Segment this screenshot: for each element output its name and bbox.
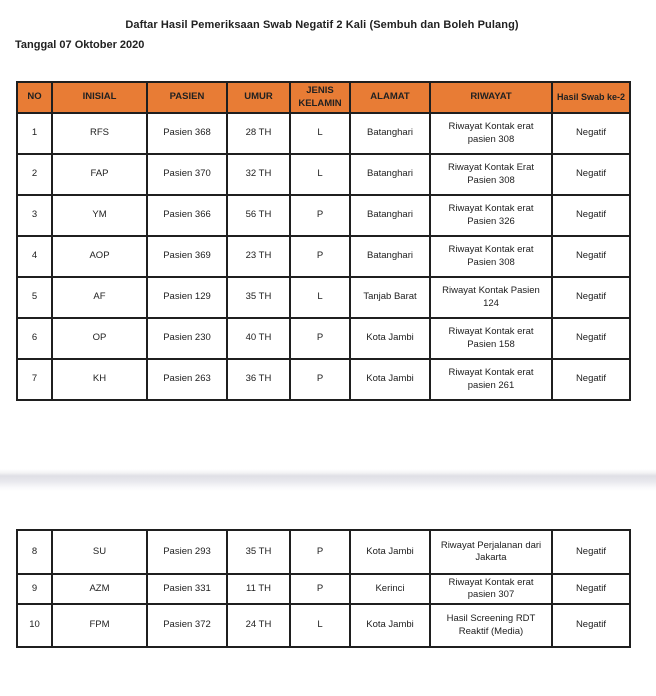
table-cell: Negatif bbox=[552, 530, 630, 574]
table-row bbox=[17, 574, 630, 604]
table-cell: Pasien 369 bbox=[147, 236, 227, 277]
table-cell: Batanghari bbox=[350, 195, 430, 236]
table-cell: Negatif bbox=[552, 604, 630, 647]
table-cell: Riwayat Kontak erat pasien 307 bbox=[430, 574, 552, 604]
table-cell: Negatif bbox=[552, 154, 630, 195]
table-cell: Negatif bbox=[552, 318, 630, 359]
table-cell: Riwayat Kontak erat pasien 308 bbox=[430, 113, 552, 154]
table-cell: Hasil Screening RDT Reaktif (Media) bbox=[430, 604, 552, 647]
table-cell: Negatif bbox=[552, 195, 630, 236]
table-cell: 28 TH bbox=[227, 113, 290, 154]
table-cell: 32 TH bbox=[227, 154, 290, 195]
table-cell: Batanghari bbox=[350, 154, 430, 195]
table-cell: Pasien 368 bbox=[147, 113, 227, 154]
table-cell: 35 TH bbox=[227, 277, 290, 318]
table-row bbox=[17, 604, 630, 647]
table-cell: P bbox=[290, 530, 350, 574]
table-cell: Negatif bbox=[552, 113, 630, 154]
table-cell: L bbox=[290, 277, 350, 318]
table-cell: AZM bbox=[52, 574, 147, 604]
table-cell: KH bbox=[52, 359, 147, 400]
table-cell: Kota Jambi bbox=[350, 318, 430, 359]
swab-results-table-page2 bbox=[16, 529, 631, 648]
table-cell: Batanghari bbox=[350, 113, 430, 154]
table-cell: L bbox=[290, 604, 350, 647]
table-cell: 24 TH bbox=[227, 604, 290, 647]
table-cell: Tanjab Barat bbox=[350, 277, 430, 318]
table-cell: Negatif bbox=[552, 236, 630, 277]
table-cell: Kota Jambi bbox=[350, 604, 430, 647]
table-cell: Pasien 370 bbox=[147, 154, 227, 195]
table-cell: 10 bbox=[17, 604, 52, 647]
table-cell: L bbox=[290, 154, 350, 195]
table-row bbox=[17, 318, 630, 359]
table-cell: 36 TH bbox=[227, 359, 290, 400]
column-header: RIWAYAT bbox=[430, 82, 552, 113]
column-header: JENIS KELAMIN bbox=[290, 82, 350, 113]
table-cell: P bbox=[290, 236, 350, 277]
table-cell: P bbox=[290, 359, 350, 400]
table-cell: RFS bbox=[52, 113, 147, 154]
table-cell: Negatif bbox=[552, 574, 630, 604]
table-cell: AOP bbox=[52, 236, 147, 277]
column-header: INISIAL bbox=[52, 82, 147, 113]
table-cell: 11 TH bbox=[227, 574, 290, 604]
table-cell: SU bbox=[52, 530, 147, 574]
table-cell: 5 bbox=[17, 277, 52, 318]
table-cell: 2 bbox=[17, 154, 52, 195]
column-header: ALAMAT bbox=[350, 82, 430, 113]
swab-results-table-page1 bbox=[16, 81, 631, 401]
table-cell: AF bbox=[52, 277, 147, 318]
table-cell: Pasien 331 bbox=[147, 574, 227, 604]
table-cell: Riwayat Perjalanan dari Jakarta bbox=[430, 530, 552, 574]
table-cell: Negatif bbox=[552, 359, 630, 400]
table-cell: 9 bbox=[17, 574, 52, 604]
document-title: Daftar Hasil Pemeriksaan Swab Negatif 2 Kali (Sembuh dan Boleh Pulang) bbox=[125, 19, 519, 31]
table-cell: OP bbox=[52, 318, 147, 359]
table-cell: L bbox=[290, 113, 350, 154]
table-cell: 6 bbox=[17, 318, 52, 359]
table-cell: Pasien 293 bbox=[147, 530, 227, 574]
table-cell: FPM bbox=[52, 604, 147, 647]
table-cell: Kota Jambi bbox=[350, 530, 430, 574]
table-header-row bbox=[17, 82, 630, 113]
table-cell: P bbox=[290, 195, 350, 236]
table-row bbox=[17, 113, 630, 154]
table-cell: 1 bbox=[17, 113, 52, 154]
table-cell: 35 TH bbox=[227, 530, 290, 574]
table-cell: Pasien 129 bbox=[147, 277, 227, 318]
table-cell: FAP bbox=[52, 154, 147, 195]
table-cell: YM bbox=[52, 195, 147, 236]
table-cell: 56 TH bbox=[227, 195, 290, 236]
table-cell: P bbox=[290, 318, 350, 359]
column-header: Hasil Swab ke-2 bbox=[552, 82, 630, 113]
table-cell: 7 bbox=[17, 359, 52, 400]
table-cell: Pasien 230 bbox=[147, 318, 227, 359]
table-cell: Riwayat Kontak erat Pasien 158 bbox=[430, 318, 552, 359]
table-cell: Riwayat Kontak erat Pasien 308 bbox=[430, 236, 552, 277]
table-row bbox=[17, 359, 630, 400]
table-cell: Batanghari bbox=[350, 236, 430, 277]
table-cell: Pasien 372 bbox=[147, 604, 227, 647]
column-header: UMUR bbox=[227, 82, 290, 113]
column-header: PASIEN bbox=[147, 82, 227, 113]
table-cell: 23 TH bbox=[227, 236, 290, 277]
table-cell: Riwayat Kontak Pasien 124 bbox=[430, 277, 552, 318]
document-date: Tanggal 07 Oktober 2020 bbox=[15, 39, 145, 51]
table-cell: Kerinci bbox=[350, 574, 430, 604]
column-header: NO bbox=[17, 82, 52, 113]
table-cell: P bbox=[290, 574, 350, 604]
table-row bbox=[17, 277, 630, 318]
table-cell: Riwayat Kontak erat Pasien 326 bbox=[430, 195, 552, 236]
table-row bbox=[17, 195, 630, 236]
table-cell: 3 bbox=[17, 195, 52, 236]
table-cell: 8 bbox=[17, 530, 52, 574]
table-cell: Riwayat Kontak Erat Pasien 308 bbox=[430, 154, 552, 195]
table-cell: Pasien 366 bbox=[147, 195, 227, 236]
table-row bbox=[17, 236, 630, 277]
table-cell: 4 bbox=[17, 236, 52, 277]
page-break-divider bbox=[0, 469, 656, 491]
table-cell: Negatif bbox=[552, 277, 630, 318]
table-cell: Pasien 263 bbox=[147, 359, 227, 400]
table-cell: Riwayat Kontak erat pasien 261 bbox=[430, 359, 552, 400]
table-row bbox=[17, 530, 630, 574]
table-row bbox=[17, 154, 630, 195]
table-cell: Kota Jambi bbox=[350, 359, 430, 400]
table-cell: 40 TH bbox=[227, 318, 290, 359]
